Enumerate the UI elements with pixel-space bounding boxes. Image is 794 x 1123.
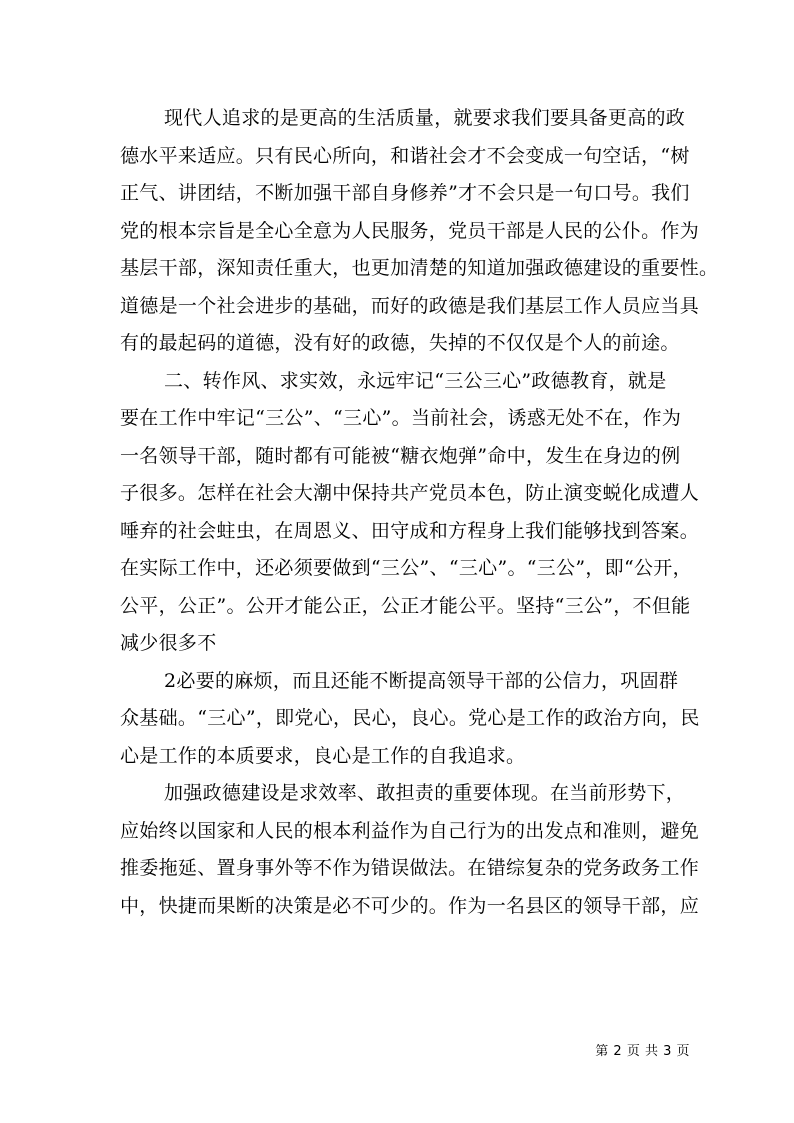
- text-line: 减少很多不: [120, 632, 217, 654]
- text-line: 公平，公正”。公开才能公正，公正才能公平。坚持“三公”，不但能: [120, 594, 691, 617]
- text-line: 应始终以国家和人民的根本利益作为自己行为的出发点和准则，避免: [120, 819, 700, 842]
- text-line: 加强政德建设是求效率、敢担责的重要体现。在当前形势下，: [164, 782, 686, 804]
- text-line: 有的最起码的道德，没有好的政德，失掉的不仅仅是个人的前途。: [120, 332, 680, 354]
- text-line: 正气、讲团结，不断加强干部自身修养”才不会只是一句口号。我们: [120, 182, 690, 204]
- text-line: 道德是一个社会进步的基础，而好的政德是我们基层工作人员应当具: [120, 294, 700, 317]
- text-line: 德水平来适应。只有民心所向，和谐社会才不会变成一句空话，“树: [120, 144, 690, 167]
- text-line: 子很多。怎样在社会大潮中保持共产党员本色，防止演变蜕化成遭人: [120, 482, 700, 504]
- text-line: 党的根本宗旨是全心全意为人民服务，党员干部是人民的公仆。作为: [120, 219, 700, 242]
- text-line: 2必要的麻烦，而且还能不断提高领导干部的公信力，巩固群: [164, 669, 679, 692]
- text-line: 二、转作风、求实效，永远牢记“三公三心”政德教育，就是: [164, 369, 667, 392]
- text-line: 众基础。“三心”，即党心，民心，良心。党心是工作的政治方向，民: [120, 707, 700, 729]
- text-line: 现代人追求的是更高的生活质量，就要求我们要具备更高的政: [164, 107, 686, 129]
- text-line: 唾弃的社会蛀虫，在周恩义、田守成和方程身上我们能够找到答案。: [120, 519, 700, 542]
- text-line: 中，快捷而果断的决策是必不可少的。作为一名县区的领导干部，应: [120, 894, 700, 917]
- text-line: 基层干部，深知责任重大，也更加清楚的知道加强政德建设的重要性。: [120, 257, 719, 279]
- text-line: 一名领导干部，随时都有可能被“糖衣炮弹”命中，发生在身边的例: [120, 444, 681, 467]
- text-line: 在实际工作中，还必须要做到“三公”、“三心”。“三公”，即“公开，: [120, 557, 692, 579]
- text-line: 要在工作中牢记“三公”、“三心”。当前社会，诱惑无处不在，作为: [120, 407, 682, 429]
- text-line: 推委拖延、置身事外等不作为错误做法。在错综复杂的党务政务工作: [120, 857, 700, 879]
- text-line: 心是工作的本质要求，良心是工作的自我追求。: [120, 744, 526, 767]
- page-number-footer: 第 2 页 共 3 页: [595, 1044, 690, 1059]
- document-body: [120, 100, 719, 925]
